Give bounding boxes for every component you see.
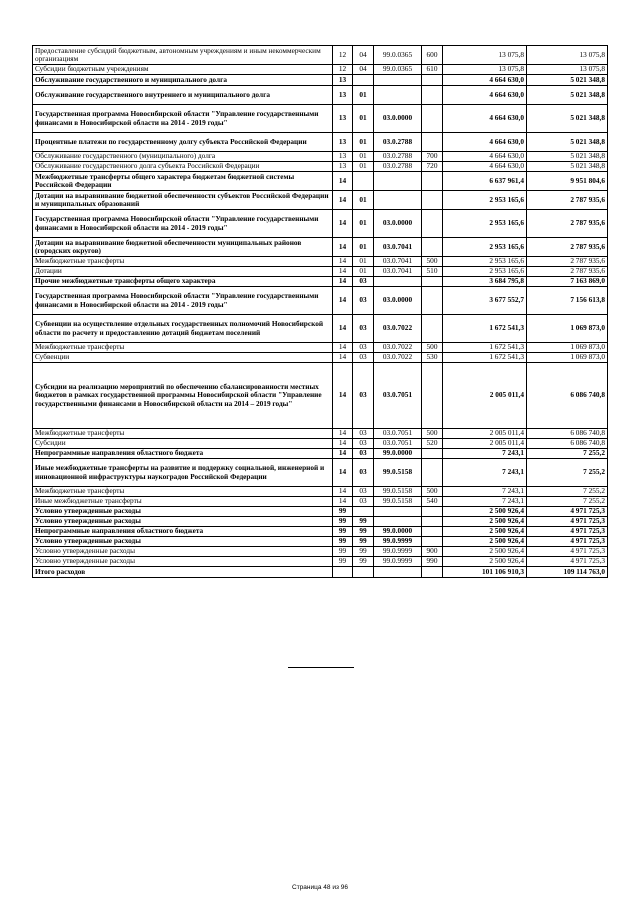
table-row: [33, 105, 608, 133]
table-row: [33, 567, 608, 578]
cell-target-article: 99.0.5158: [374, 497, 422, 507]
cell-amount-year-1: 2 953 165,6: [443, 210, 527, 238]
cell-amount-year-2: 7 255,2: [527, 487, 608, 497]
cell-subsection: 01: [353, 152, 374, 162]
cell-name: Дотации на выравнивание бюджетной обеспеченности муниципальных районов (городских округов): [33, 238, 333, 257]
cell-amount-year-2: 9 951 804,6: [527, 172, 608, 191]
cell-subsection: 03: [353, 439, 374, 449]
cell-section: 14: [333, 497, 353, 507]
cell-amount-year-2: 4 971 725,3: [527, 507, 608, 517]
cell-name: Обслуживание государственного и муниципального долга: [33, 75, 333, 86]
cell-target-article: 03.0.2788: [374, 162, 422, 172]
cell-target-article: [374, 86, 422, 105]
cell-amount-year-2: 7 255,2: [527, 497, 608, 507]
cell-subsection: 01: [353, 105, 374, 133]
cell-name: Государственная программа Новосибирской области "Управление государственными финансами в Новосибирской области на 2014 - 2019 годы": [33, 287, 333, 315]
cell-name: Межбюджетные трансферты: [33, 429, 333, 439]
cell-subsection: 01: [353, 191, 374, 210]
cell-amount-year-2: 109 114 763,0: [527, 567, 608, 578]
cell-subsection: 01: [353, 238, 374, 257]
cell-expense-type: 530: [422, 353, 443, 363]
cell-expense-type: [422, 517, 443, 527]
cell-subsection: 03: [353, 353, 374, 363]
cell-expense-type: [422, 527, 443, 537]
cell-expense-type: 540: [422, 497, 443, 507]
table-row: [33, 449, 608, 459]
cell-expense-type: [422, 210, 443, 238]
cell-name: Обслуживание государственного (муниципального) долга: [33, 152, 333, 162]
cell-subsection: 99: [353, 547, 374, 557]
cell-subsection: 01: [353, 86, 374, 105]
cell-name: Межбюджетные трансферты общего характера бюджетам бюджетной системы Российской Федерации: [33, 172, 333, 191]
cell-amount-year-2: 6 086 740,8: [527, 439, 608, 449]
cell-expense-type: [422, 287, 443, 315]
cell-amount-year-1: 6 637 961,4: [443, 172, 527, 191]
cell-name: Субвенции: [33, 353, 333, 363]
cell-name: Обслуживание государственного долга субъекта Российской Федерации: [33, 162, 333, 172]
table-row: [33, 133, 608, 152]
cell-target-article: 03.0.2788: [374, 133, 422, 152]
cell-target-article: [374, 277, 422, 287]
cell-name: Условно утвержденные расходы: [33, 557, 333, 567]
cell-subsection: 01: [353, 257, 374, 267]
table-row: [33, 547, 608, 557]
table-row: [33, 507, 608, 517]
cell-subsection: 03: [353, 429, 374, 439]
cell-amount-year-1: 4 664 630,0: [443, 75, 527, 86]
cell-amount-year-1: 4 664 630,0: [443, 162, 527, 172]
cell-subsection: 03: [353, 487, 374, 497]
cell-amount-year-2: 1 069 873,0: [527, 353, 608, 363]
cell-section: 12: [333, 46, 353, 65]
cell-name: Межбюджетные трансферты: [33, 257, 333, 267]
cell-section: 14: [333, 191, 353, 210]
cell-amount-year-1: 4 664 630,0: [443, 86, 527, 105]
cell-section: 14: [333, 449, 353, 459]
cell-amount-year-2: 5 021 348,8: [527, 152, 608, 162]
cell-target-article: 99.0.0000: [374, 449, 422, 459]
cell-expense-type: [422, 277, 443, 287]
cell-section: 14: [333, 439, 353, 449]
cell-section: 13: [333, 75, 353, 86]
table-row: [33, 517, 608, 527]
cell-target-article: 03.0.7051: [374, 439, 422, 449]
cell-name: Условно утвержденные расходы: [33, 547, 333, 557]
cell-section: 14: [333, 459, 353, 487]
cell-amount-year-2: 2 787 935,6: [527, 238, 608, 257]
cell-amount-year-2: 1 069 873,0: [527, 343, 608, 353]
cell-section: 14: [333, 267, 353, 277]
table-row: [33, 343, 608, 353]
cell-target-article: [374, 517, 422, 527]
cell-amount-year-1: 4 664 630,0: [443, 152, 527, 162]
cell-amount-year-2: 13 075,8: [527, 65, 608, 75]
cell-section: 99: [333, 517, 353, 527]
page-footer: Страница 48 из 96: [292, 884, 348, 891]
cell-amount-year-2: 7 255,2: [527, 449, 608, 459]
cell-section: [333, 567, 353, 578]
cell-amount-year-1: 2 500 926,4: [443, 507, 527, 517]
cell-expense-type: 600: [422, 46, 443, 65]
cell-amount-year-2: 5 021 348,8: [527, 105, 608, 133]
cell-amount-year-1: 2 953 165,6: [443, 257, 527, 267]
cell-subsection: 03: [353, 277, 374, 287]
cell-expense-type: 500: [422, 257, 443, 267]
cell-target-article: 99.0.0000: [374, 527, 422, 537]
cell-name: Государственная программа Новосибирской области "Управление государственными финансами в Новосибирской области на 2014 - 2019 годы": [33, 105, 333, 133]
cell-subsection: 99: [353, 527, 374, 537]
cell-expense-type: 520: [422, 439, 443, 449]
cell-name: Иные межбюджетные трансферты: [33, 497, 333, 507]
cell-name: Условно утвержденные расходы: [33, 517, 333, 527]
cell-subsection: 01: [353, 210, 374, 238]
cell-amount-year-1: 3 677 552,7: [443, 287, 527, 315]
cell-target-article: 03.0.7022: [374, 343, 422, 353]
cell-amount-year-1: 2 500 926,4: [443, 537, 527, 547]
cell-expense-type: [422, 315, 443, 343]
cell-name: Непрограммные направления областного бюджета: [33, 527, 333, 537]
cell-name: Субсидии бюджетным учреждениям: [33, 65, 333, 75]
cell-amount-year-2: 2 787 935,6: [527, 210, 608, 238]
cell-expense-type: [422, 75, 443, 86]
cell-amount-year-1: 7 243,1: [443, 459, 527, 487]
table-row: [33, 172, 608, 191]
cell-name: Итого расходов: [33, 567, 333, 578]
table-row: [33, 439, 608, 449]
cell-amount-year-1: 3 684 795,8: [443, 277, 527, 287]
cell-name: Субсидии на реализацию мероприятий по обеспечению сбалансированности местных бюджетов в рамках государственной программы Новосибирской области "Управление государственными финансами в Новосибирской области на 2014 – 2019 годы": [33, 363, 333, 429]
table-row: [33, 363, 608, 429]
cell-section: 14: [333, 277, 353, 287]
cell-section: 14: [333, 343, 353, 353]
cell-target-article: [374, 75, 422, 86]
table-row: [33, 257, 608, 267]
cell-amount-year-2: 4 971 725,3: [527, 557, 608, 567]
cell-target-article: [374, 567, 422, 578]
cell-subsection: 99: [353, 557, 374, 567]
table-row: [33, 557, 608, 567]
cell-amount-year-2: 7 163 869,0: [527, 277, 608, 287]
cell-target-article: 99.0.5158: [374, 487, 422, 497]
cell-target-article: [374, 507, 422, 517]
cell-expense-type: [422, 191, 443, 210]
cell-subsection: 99: [353, 537, 374, 547]
cell-amount-year-2: 7 255,2: [527, 459, 608, 487]
cell-amount-year-1: 4 664 630,0: [443, 105, 527, 133]
table-row: [33, 315, 608, 343]
separator-line: [288, 667, 354, 668]
cell-expense-type: [422, 133, 443, 152]
table-row: [33, 46, 608, 65]
cell-amount-year-2: 4 971 725,3: [527, 527, 608, 537]
cell-section: 14: [333, 363, 353, 429]
cell-expense-type: [422, 459, 443, 487]
cell-section: 14: [333, 210, 353, 238]
expenditure-table-body: [33, 46, 608, 578]
cell-amount-year-1: 2 500 926,4: [443, 527, 527, 537]
cell-amount-year-1: 2 953 165,6: [443, 238, 527, 257]
cell-target-article: [374, 172, 422, 191]
cell-amount-year-1: 2 500 926,4: [443, 547, 527, 557]
cell-amount-year-1: 4 664 630,0: [443, 133, 527, 152]
cell-name: Межбюджетные трансферты: [33, 487, 333, 497]
cell-amount-year-1: 101 106 910,3: [443, 567, 527, 578]
cell-target-article: 99.0.9999: [374, 557, 422, 567]
cell-subsection: 01: [353, 133, 374, 152]
cell-expense-type: [422, 449, 443, 459]
cell-section: 14: [333, 429, 353, 439]
cell-amount-year-2: 5 021 348,8: [527, 86, 608, 105]
cell-amount-year-2: 13 075,8: [527, 46, 608, 65]
cell-section: 13: [333, 133, 353, 152]
cell-section: 13: [333, 105, 353, 133]
cell-amount-year-2: 2 787 935,6: [527, 191, 608, 210]
cell-subsection: 03: [353, 343, 374, 353]
cell-expense-type: 500: [422, 343, 443, 353]
cell-name: Иные межбюджетные трансферты на развитие и поддержку социальной, инженерной и инновационной инфраструктуры наукоградов Российской Федерации: [33, 459, 333, 487]
cell-name: Обслуживание государственного внутреннего и муниципального долга: [33, 86, 333, 105]
cell-name: Субвенции на осуществление отдельных государственных полномочий Новосибирской области по расчету и предоставлению дотаций бюджетам поселений: [33, 315, 333, 343]
cell-subsection: 03: [353, 287, 374, 315]
table-row: [33, 537, 608, 547]
cell-section: 12: [333, 65, 353, 75]
cell-amount-year-2: 2 787 935,6: [527, 267, 608, 277]
cell-amount-year-2: 5 021 348,8: [527, 162, 608, 172]
cell-section: 99: [333, 547, 353, 557]
cell-name: Процентные платежи по государственному долгу субъекта Российской Федерации: [33, 133, 333, 152]
cell-expense-type: 700: [422, 152, 443, 162]
expenditure-table: [32, 45, 608, 578]
cell-target-article: 03.0.2788: [374, 152, 422, 162]
cell-amount-year-2: 6 086 740,8: [527, 363, 608, 429]
cell-amount-year-2: 6 086 740,8: [527, 429, 608, 439]
table-row: [33, 86, 608, 105]
table-row: [33, 287, 608, 315]
cell-amount-year-1: 1 672 541,3: [443, 343, 527, 353]
cell-section: 14: [333, 315, 353, 343]
cell-target-article: 03.0.7051: [374, 363, 422, 429]
cell-expense-type: [422, 537, 443, 547]
cell-amount-year-1: 1 672 541,3: [443, 315, 527, 343]
cell-amount-year-2: 5 021 348,8: [527, 133, 608, 152]
cell-name: Субсидии: [33, 439, 333, 449]
table-row: [33, 277, 608, 287]
cell-subsection: 03: [353, 449, 374, 459]
cell-target-article: [374, 191, 422, 210]
cell-target-article: 99.0.0365: [374, 46, 422, 65]
cell-section: 13: [333, 162, 353, 172]
cell-amount-year-1: 7 243,1: [443, 487, 527, 497]
cell-amount-year-2: 2 787 935,6: [527, 257, 608, 267]
cell-amount-year-2: 5 021 348,8: [527, 75, 608, 86]
cell-section: 14: [333, 287, 353, 315]
cell-section: 14: [333, 353, 353, 363]
table-row: [33, 152, 608, 162]
table-row: [33, 162, 608, 172]
cell-amount-year-1: 2 005 011,4: [443, 429, 527, 439]
cell-expense-type: 720: [422, 162, 443, 172]
cell-section: 14: [333, 487, 353, 497]
cell-amount-year-1: 2 500 926,4: [443, 557, 527, 567]
cell-amount-year-2: 4 971 725,3: [527, 517, 608, 527]
cell-expense-type: 510: [422, 267, 443, 277]
cell-target-article: 03.0.7051: [374, 429, 422, 439]
cell-amount-year-1: 13 075,8: [443, 46, 527, 65]
cell-section: 13: [333, 152, 353, 162]
cell-amount-year-2: 1 069 873,0: [527, 315, 608, 343]
cell-target-article: 99.0.9999: [374, 537, 422, 547]
cell-name: Прочие межбюджетные трансферты общего характера: [33, 277, 333, 287]
table-row: [33, 75, 608, 86]
cell-target-article: 03.0.7022: [374, 315, 422, 343]
cell-section: 99: [333, 557, 353, 567]
cell-target-article: 99.0.0365: [374, 65, 422, 75]
cell-name: Условно утвержденные расходы: [33, 507, 333, 517]
table-row: [33, 238, 608, 257]
cell-section: 13: [333, 86, 353, 105]
cell-name: Предоставление субсидий бюджетным, автономным учреждениям и иным некоммерческим организациям: [33, 46, 333, 65]
cell-subsection: [353, 507, 374, 517]
cell-amount-year-1: 2 005 011,4: [443, 439, 527, 449]
cell-amount-year-1: 1 672 541,3: [443, 353, 527, 363]
table-row: [33, 267, 608, 277]
table-row: [33, 210, 608, 238]
cell-amount-year-1: 2 500 926,4: [443, 517, 527, 527]
cell-amount-year-1: 13 075,8: [443, 65, 527, 75]
cell-expense-type: [422, 507, 443, 517]
cell-amount-year-2: 4 971 725,3: [527, 537, 608, 547]
cell-target-article: 03.0.7022: [374, 353, 422, 363]
cell-expense-type: [422, 172, 443, 191]
cell-name: Непрограммные направления областного бюджета: [33, 449, 333, 459]
cell-amount-year-1: 7 243,1: [443, 449, 527, 459]
table-row: [33, 527, 608, 537]
table-row: [33, 487, 608, 497]
table-row: [33, 459, 608, 487]
cell-amount-year-1: 2 953 165,6: [443, 191, 527, 210]
cell-amount-year-1: 7 243,1: [443, 497, 527, 507]
cell-subsection: 04: [353, 65, 374, 75]
cell-subsection: 01: [353, 267, 374, 277]
cell-expense-type: 900: [422, 547, 443, 557]
cell-expense-type: 990: [422, 557, 443, 567]
cell-target-article: 03.0.0000: [374, 105, 422, 133]
cell-expense-type: 610: [422, 65, 443, 75]
cell-expense-type: [422, 86, 443, 105]
cell-target-article: 03.0.0000: [374, 287, 422, 315]
cell-name: Межбюджетные трансферты: [33, 343, 333, 353]
cell-subsection: 99: [353, 517, 374, 527]
cell-expense-type: 500: [422, 429, 443, 439]
cell-name: Условно утвержденные расходы: [33, 537, 333, 547]
cell-target-article: 03.0.7041: [374, 267, 422, 277]
cell-subsection: [353, 172, 374, 191]
cell-subsection: 03: [353, 363, 374, 429]
cell-target-article: 03.0.7041: [374, 238, 422, 257]
cell-expense-type: [422, 105, 443, 133]
cell-amount-year-2: 7 156 613,8: [527, 287, 608, 315]
cell-expense-type: [422, 567, 443, 578]
table-row: [33, 429, 608, 439]
cell-subsection: 01: [353, 162, 374, 172]
cell-subsection: 03: [353, 459, 374, 487]
cell-subsection: 03: [353, 497, 374, 507]
cell-subsection: 04: [353, 46, 374, 65]
cell-amount-year-1: 2 005 011,4: [443, 363, 527, 429]
cell-amount-year-2: 4 971 725,3: [527, 547, 608, 557]
cell-section: 14: [333, 257, 353, 267]
cell-amount-year-1: 2 953 165,6: [443, 267, 527, 277]
cell-section: 14: [333, 238, 353, 257]
cell-target-article: 03.0.7041: [374, 257, 422, 267]
cell-target-article: 03.0.0000: [374, 210, 422, 238]
cell-target-article: 99.0.5158: [374, 459, 422, 487]
cell-subsection: 03: [353, 315, 374, 343]
table-row: [33, 191, 608, 210]
cell-name: Дотации на выравнивание бюджетной обеспеченности субъектов Российской Федерации и муниципальных образований: [33, 191, 333, 210]
cell-expense-type: [422, 363, 443, 429]
cell-section: 99: [333, 507, 353, 517]
cell-section: 14: [333, 172, 353, 191]
cell-expense-type: [422, 238, 443, 257]
cell-subsection: [353, 567, 374, 578]
cell-name: Дотации: [33, 267, 333, 277]
table-row: [33, 65, 608, 75]
cell-name: Государственная программа Новосибирской области "Управление государственными финансами в Новосибирской области на 2014 - 2019 годы": [33, 210, 333, 238]
cell-expense-type: 500: [422, 487, 443, 497]
table-row: [33, 353, 608, 363]
cell-section: 99: [333, 537, 353, 547]
cell-subsection: [353, 75, 374, 86]
cell-section: 99: [333, 527, 353, 537]
table-row: [33, 497, 608, 507]
cell-target-article: 99.0.9999: [374, 547, 422, 557]
